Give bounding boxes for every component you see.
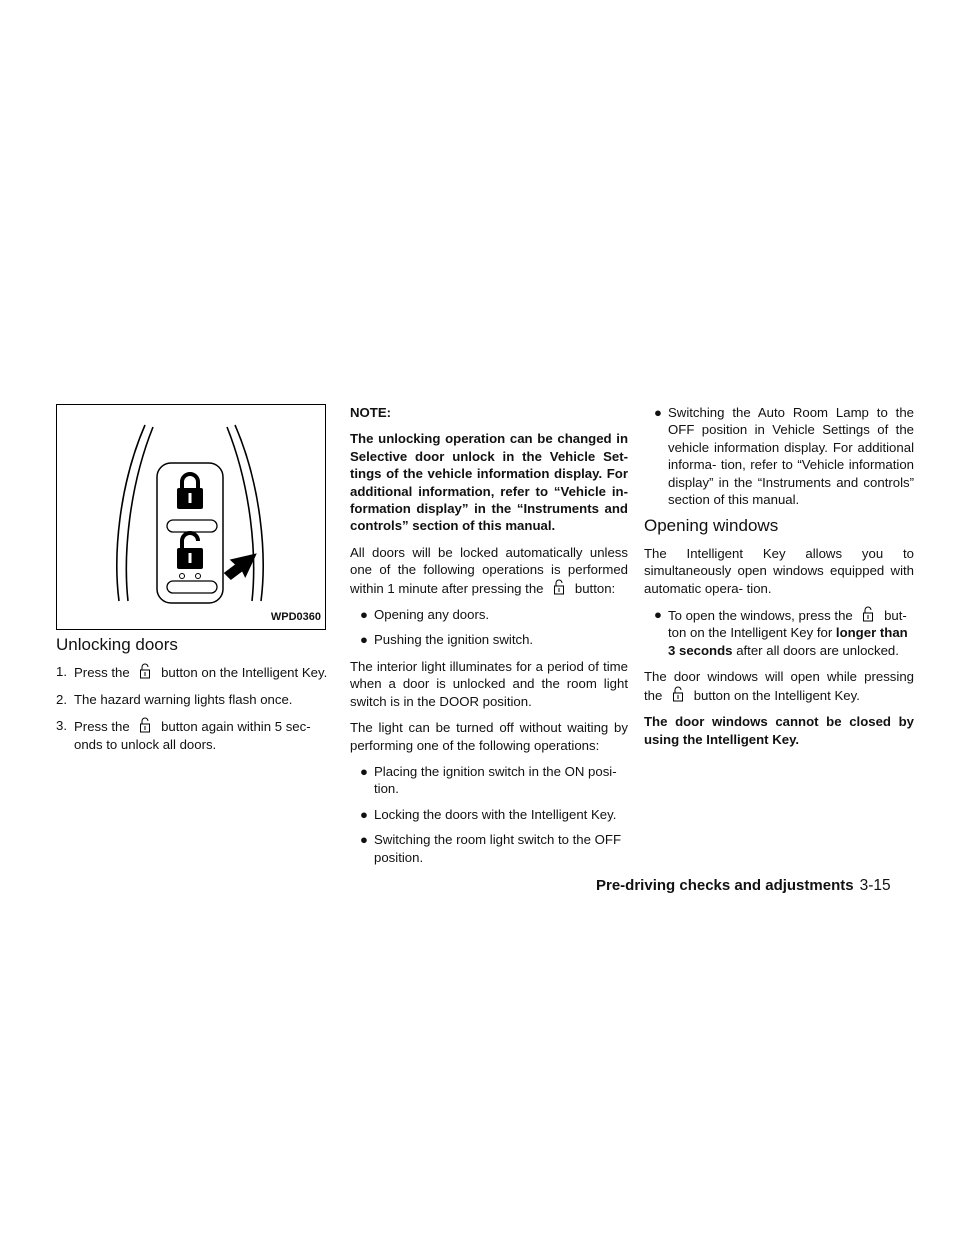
unlock-button-icon <box>133 663 157 679</box>
note-list-1 <box>350 606 628 649</box>
windows-bold-paragraph: The door windows cannot be closed by using the Intelligent Key. <box>644 714 914 747</box>
section-title-opening-windows: Opening windows <box>644 516 779 536</box>
unlock-button-icon <box>547 579 571 595</box>
note-paragraph-3: The light can be turned off without waiting by performing one of the following operations: <box>350 720 628 753</box>
step-2: 2. The hazard warning lights flash once. <box>56 691 293 707</box>
page-number: 3-15 <box>859 877 891 894</box>
note-paragraph-2: The interior light illuminates for a period of time when a door is unlocked and the room light switch is in the DOOR position. <box>350 658 628 709</box>
unlock-button-icon <box>666 686 690 702</box>
note-bold-text: The unlocking operation can be changed in Selective door unlock in the Vehicle Set- tings of the vehicle information display. For additional information, refer to “Vehicle in- formation display” in the “Instruments and controls” section of this manual. <box>350 431 628 534</box>
list-item: ● Placing the ignition switch in the ON posi- tion. <box>360 763 617 797</box>
figure-label: WPD0360 <box>270 610 321 623</box>
section-title-unlocking-doors: Unlocking doors <box>56 635 178 654</box>
footer-section-title: Pre-driving checks and adjustments <box>596 877 854 894</box>
note-list-2 <box>350 763 628 866</box>
list-item: ● Switching the Auto Room Lamp to the OFF position in Vehicle Settings of the vehicle information display. For additional informa- tion, refer to “Vehicle information display” in the “Instruments and controls” section of this manual. <box>654 405 914 508</box>
column-middle <box>350 404 628 875</box>
windows-list <box>644 606 914 659</box>
unlock-button-icon <box>133 717 157 733</box>
step-1: 1. Press the button on the Intelligent Key. <box>56 664 328 681</box>
windows-paragraph-2: The door windows will open while pressing the button on the Intelligent Key. <box>644 669 914 703</box>
step-3: 3. Press the button again within 5 sec- onds to unlock all doors. <box>56 718 311 752</box>
page-footer <box>596 877 891 895</box>
column-left <box>56 404 328 762</box>
intelligent-key-figure <box>56 404 326 630</box>
note-paragraph-1: All doors will be locked automatically unless one of the following operations is performed within 1 minute after pressing the button: <box>350 544 628 596</box>
column-right <box>644 404 914 757</box>
intelligent-key-illustration <box>57 405 325 629</box>
note-list-3 <box>644 404 914 508</box>
list-item: ● Opening any doors. <box>360 607 490 623</box>
note-heading: NOTE: <box>350 405 392 420</box>
unlocking-steps <box>56 663 328 753</box>
list-item: ● Switching the room light switch to the OFF position. <box>360 832 621 865</box>
list-item: ● To open the windows, press the but- ton on the Intelligent Key for longer than 3 seconds after all doors are unlocked. <box>654 607 908 658</box>
list-item: ● Locking the doors with the Intelligent Key. <box>360 806 617 822</box>
windows-paragraph-1: The Intelligent Key allows you to simultaneously open windows equipped with automatic opera- tion. <box>644 545 914 596</box>
unlock-button-icon <box>856 606 880 622</box>
list-item: ● Pushing the ignition switch. <box>360 632 534 648</box>
